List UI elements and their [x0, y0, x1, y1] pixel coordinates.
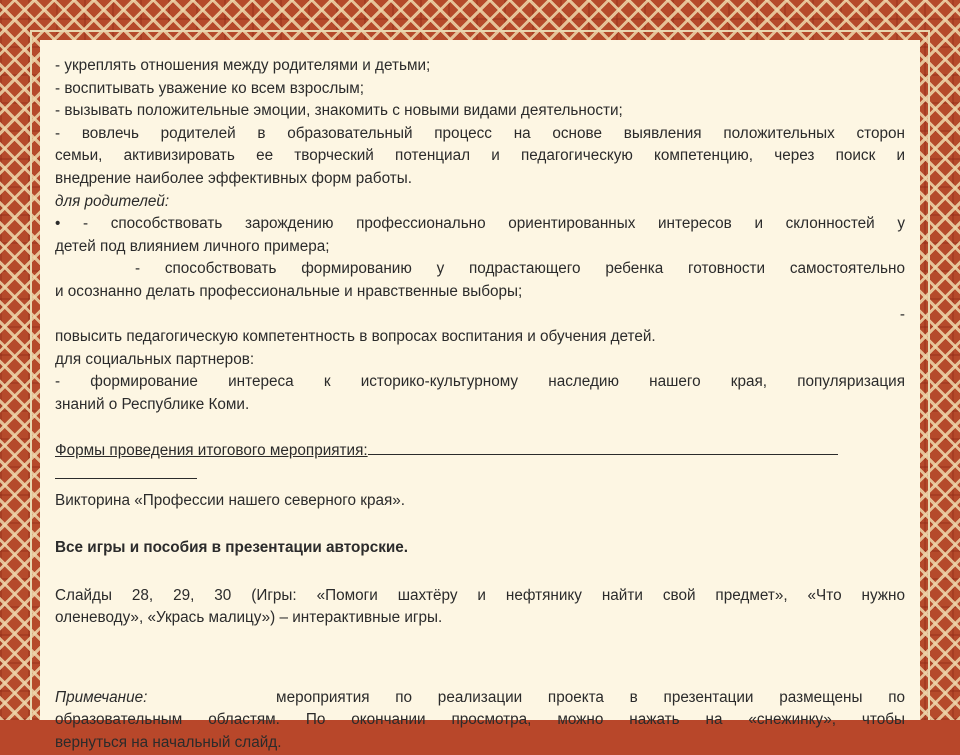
note-line-2: образовательным областям. По окончании просмотра, можно нажать на «снежинку», чтобы — [55, 711, 905, 729]
slides-line-2: оленеводу», «Укрась малицу») – интерактивные игры. — [55, 609, 443, 627]
underline-continuation — [55, 463, 197, 479]
parents-line-1: • - способствовать зарождению профессионально ориентированных интересов и склонностей у — [55, 215, 905, 233]
parents-line-2: детей под влиянием личного примера; — [55, 237, 330, 255]
heading-underline-rule — [368, 439, 838, 455]
quiz-title: Викторина «Профессии нашего северного края». — [55, 492, 406, 510]
goal-line-1: - укреплять отношения между родителями и детьми; — [55, 57, 431, 74]
partners-line-2: знаний о Республике Коми. — [55, 395, 250, 413]
partners-line-1: - формирование интереса к историко-культурному наследию нашего края, популяризация — [55, 373, 905, 391]
final-event-heading: Формы проведения итогового мероприятия: — [55, 442, 368, 460]
goal-line-5: семьи, активизировать ее творческий потенциал и педагогическую компетенцию, через поиск и — [55, 147, 905, 165]
goal-line-3: - вызывать положительные эмоции, знакомить с новыми видами деятельности; — [55, 102, 623, 120]
goal-line-4: - вовлечь родителей в образовательный процесс на основе выявления положительных сторон — [55, 124, 905, 142]
note-line-3: вернуться на начальный слайд. — [55, 734, 282, 752]
authorship-note: Все игры и пособия в презентации авторские. — [55, 539, 409, 557]
parents-line-3: - способствовать формированию у подрастающего ребенка готовности самостоятельно — [135, 260, 905, 278]
slide-text-body — [55, 55, 905, 755]
parents-dash: - — [899, 305, 905, 323]
section-heading-parents: для родителей: — [55, 192, 170, 210]
note-text-1: мероприятия по реализации проекта в презентации размещены по — [276, 688, 905, 706]
goal-line-2: - воспитывать уважение ко всем взрослым; — [55, 79, 365, 97]
section-heading-partners: для социальных партнеров: — [55, 350, 255, 368]
underline-continuation-row — [55, 463, 905, 487]
note-line-1 — [55, 687, 905, 710]
parents-line-4: и осознанно делать профессиональные и нравственные выборы; — [55, 282, 523, 300]
note-label: Примечание: — [55, 688, 148, 706]
final-event-heading-row — [55, 439, 905, 463]
parents-line-5: повысить педагогическую компетентность в вопросах воспитания и обучения детей. — [55, 328, 656, 346]
slide-content-panel — [40, 40, 920, 752]
slides-line-1: Слайды 28, 29, 30 (Игры: «Помоги шахтёру и нефтянику найти свой предмет», «Что нужно — [55, 586, 905, 604]
goal-line-6: внедрение наиболее эффективных форм работы. — [55, 169, 412, 187]
